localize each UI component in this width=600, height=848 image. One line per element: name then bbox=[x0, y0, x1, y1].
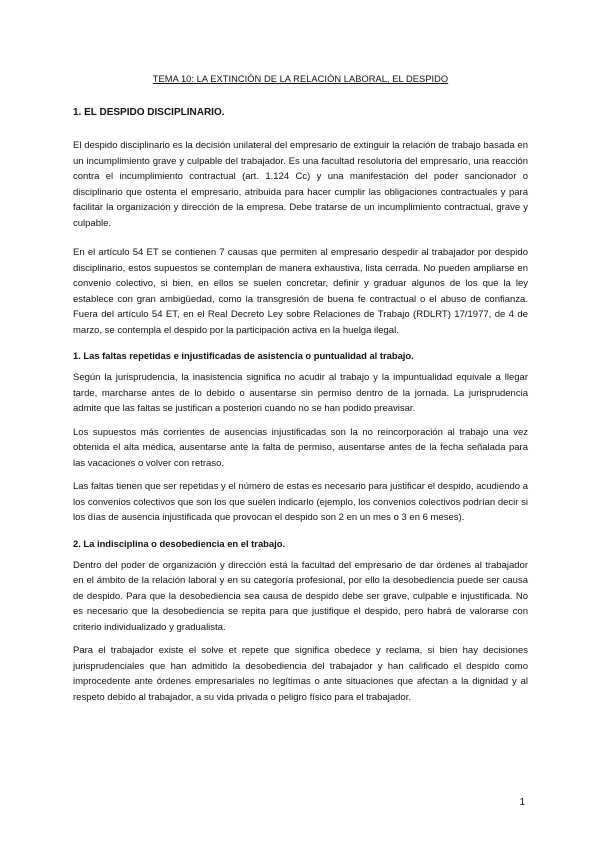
paragraph: Según la jurisprudencia, la inasistencia significa no acudir al trabajo y la impuntualidad equivale a llegar tarde, marcharse antes de lo debido o ausentarse sin permiso dentro de la jornada. La jurisprudencia admite que las faltas se justifican a posteriori cuando no se han podido preavisar. bbox=[73, 372, 528, 414]
subsection-heading: 2. La indisciplina o desobediencia en el trabajo. bbox=[73, 537, 286, 549]
document-content bbox=[73, 74, 528, 705]
paragraph: Dentro del poder de organización y dirección está la facultad del empresario de dar órdenes al trabajador en el ámbito de la relación laboral y en su categoría profesional, por ello la desobediencia puede ser causa de despido. Para que la desobediencia sea causa de despido debe ser grave, culpable e injustificada. No es necesario que la desobediencia se repita para que justifique el despido, pero habrá de valorarse con criterio individualizado y gradualista. bbox=[73, 559, 528, 633]
document-title: TEMA 10: LA EXTINCIÓN DE LA RELACIÓN LABORAL, EL DESPIDO bbox=[152, 74, 449, 84]
paragraph: El despido disciplinario es la decisión unilateral del empresario de extinguir la relación de trabajo basada en un incumplimiento grave y culpable del trabajador. Es una facultad resolutoria del empresario, una reacción contra el incumplimiento contractual (art. 1.124 Cc) y una manifestación del poder sancionador o disciplinario que ostenta el empresario, atribuida para hacer cumplir las obligaciones contractuales y para facilitar la organización y dirección de la empresa. Debe tratarse de un incumplimiento contractual, grave y culpable. bbox=[73, 140, 528, 229]
section-heading: 1. EL DESPIDO DISCIPLINARIO. bbox=[73, 107, 225, 118]
paragraph: En el artículo 54 ET se contienen 7 causas que permiten al empresario despedir al trabajador por despido disciplinario, estos supuestos se contemplan de manera exhaustiva, lista cerrada. No pueden ampliarse en convenio colectivo, si bien, en ellos se suelen concretar, definir y graduar algunos de los que la ley establece con gran ambigüedad, como la transgresión de buena fe contractual o el abuso de confianza. Fuera del artículo 54 ET, en el Real Decreto Ley sobre Relaciones de Trabajo (RDLRT) 17/1977, de 4 de marzo, se contempla el despido por la participación activa en la huelga ilegal. bbox=[73, 247, 528, 336]
paragraph: Para el trabajador existe el solve et repete que significa obedece y reclama, si bien hay decisiones jurisprudenciales que han admitido la desobediencia del trabajador y han calificado el despido como improcedente ante órdenes empresariales no legítimas o ante situaciones que afectan a la dignidad y al respeto debido al trabajador, a su vida privada o peligro físico para el trabajador. bbox=[73, 645, 528, 703]
subsection-heading: 1. Las faltas repetidas e injustificadas de asistencia o puntualidad al trabajo. bbox=[73, 350, 414, 361]
paragraph: Las faltas tienen que ser repetidas y el número de estas es necesario para justificar el despido, acudiendo a los convenios colectivos que son los que suelen indicarlo (ejemplo, los convenios colectivos podrían decir si los días de ausencia injustificada que provocan el despido son 2 en un mes o 3 en 6 meses). bbox=[73, 481, 528, 523]
page-number: 1 bbox=[519, 797, 525, 808]
paragraph: Los supuestos más corrientes de ausencias injustificadas son la no reincorporación al trabajo una vez obtenida el alta médica, ausentarse ante la falta de permiso, ausentarse antes de la fecha señalada para las vacaciones o volver con retraso. bbox=[73, 426, 528, 469]
